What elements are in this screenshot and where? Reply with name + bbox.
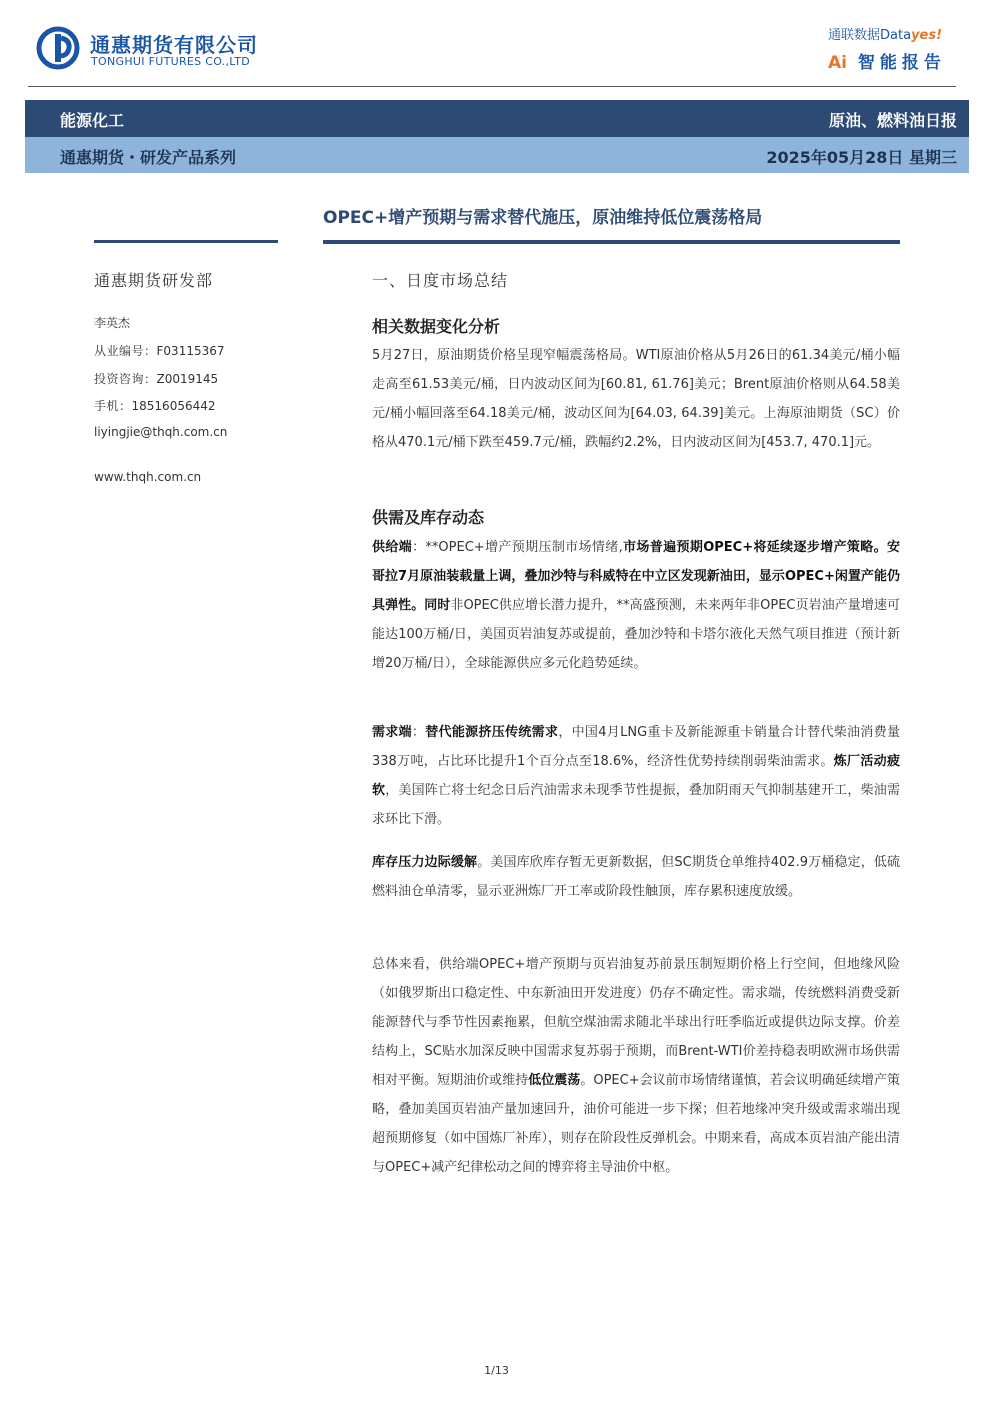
- supply-text-2: 非OPEC供应增长潜力提升，**高盛预测，未来两年非OPEC页岩油产量增速可能达100万桶/日，美国页岩油复苏或提前，叠加沙特和卡塔尔液化天然气项目推进（预计新增20万桶/日），全球能源供应多元化趋势延续。: [372, 598, 900, 671]
- datayes-logo: [828, 24, 942, 43]
- email-link[interactable]: liyingjie@thqh.com.cn: [94, 425, 228, 439]
- report-date: 2025年05月28日 星期三: [766, 148, 957, 167]
- header-band-dark: [25, 100, 969, 137]
- advisory-value: Z0019145: [156, 372, 219, 386]
- cert-number: [94, 342, 225, 359]
- cert-value: F03115367: [156, 344, 225, 358]
- demand-label: 需求端: [372, 725, 412, 740]
- paragraph-demand: [372, 718, 900, 834]
- phone-value: 18516056442: [131, 399, 216, 413]
- tonghui-logo-icon: [36, 26, 80, 70]
- outlook-text-2: 。OPEC+会议前市场情绪谨慎，若会议明确延续增产策略，叠加美国页岩油产量加速回升，油价可能进一步下探；但若地缘冲突升级或需求端出现超预期修复（如中国炼厂补库），则存在阶段性反弹机会。中期来看，高成本页岩油产能出清与OPEC+减产纪律松动之间的博弈将主导油价中枢。: [372, 1073, 900, 1175]
- supply-label: 供给端: [372, 540, 413, 555]
- analyst-name: 李英杰: [94, 316, 131, 330]
- page-number: 1/13: [484, 1364, 509, 1377]
- series-label: 通惠期货・研发产品系列: [60, 148, 237, 167]
- brand-name-cn: 通惠期货有限公司: [90, 33, 258, 57]
- supply-text-1: ：**OPEC+增产预期压制市场情绪,: [412, 540, 623, 555]
- ai-mark: Ai: [828, 53, 847, 73]
- title-divider: [323, 240, 900, 244]
- sidebar-divider: [94, 240, 278, 243]
- demand-emphasis-2: 炼厂活动疲软: [372, 754, 900, 798]
- advisory-number: [94, 370, 218, 387]
- ai-report-label: 智能报告: [857, 53, 946, 73]
- sector-label: 能源化工: [60, 111, 125, 130]
- outlook-text-1: 总体来看，供给端OPEC+增产预期与页岩油复苏前景压制短期价格上行空间，但地缘风险（如俄罗斯出口稳定性、中东新油田开发进度）仍存不确定性。需求端，传统燃料消费受新能源替代与季节性因素拖累，但航空煤油需求随北半球出行旺季临近或提供边际支撑。价差结构上，SC贴水加深反映中国需求复苏弱于预期，而Brent-WTI价差持稳表明欧洲市场供需相对平衡。短期油价或维持: [372, 957, 900, 1088]
- ai-report-logo: [828, 48, 946, 73]
- paragraph-price-summary: 5月27日，原油期货价格呈现窄幅震荡格局。WTI原油价格从5月26日的61.34美元/桶小幅走高至61.53美元/桶，日内波动区间为[60.81, 61.76]美元；Brent原油价格则从64.58美元/桶小幅回落至64.18美元/桶，波动区间为[64.03, 64.39]美元。上海原油期货（SC）价格从470.1元/桶下跌至459.7元/桶，跌幅约2.2%，日内波动区间为[453.7, 470.1]元。: [372, 348, 900, 450]
- inventory-text: 。美国库欣库存暂无更新数据，但SC期货仓单维持402.9万桶稳定，低硫燃料油仓单清零，显示亚洲炼厂开工率或阶段性触顶，库存累积速度放缓。: [372, 855, 900, 899]
- advisory-label: 投资咨询：: [94, 372, 157, 386]
- website-link[interactable]: www.thqh.com.cn: [94, 470, 202, 484]
- paragraph-inventory: [372, 848, 900, 906]
- header-divider: [28, 86, 956, 87]
- paragraph-supply: [372, 533, 900, 678]
- report-title: OPEC+增产预期与需求替代施压，原油维持低位震荡格局: [323, 208, 763, 228]
- subheading-data-analysis: 相关数据变化分析: [372, 317, 501, 336]
- demand-text-2: ，中国4月LNG重卡及新能源重卡销量合计替代柴油消费量338万吨，占比环比提升1个百分点至18.6%，经济性优势持续削弱柴油需求。: [372, 725, 900, 769]
- report-name: 原油、燃料油日报: [828, 111, 957, 130]
- subheading-supply-demand: 供需及库存动态: [372, 508, 485, 527]
- demand-text-1: ：: [411, 725, 426, 740]
- demand-text-3: ，美国阵亡将士纪念日后汽油需求未现季节性提振，叠加阴雨天气抑制基建开工，柴油需求环比下滑。: [372, 783, 900, 827]
- phone-label: 手机：: [94, 399, 132, 413]
- department-name: 通惠期货研发部: [94, 271, 214, 290]
- supply-emphasis: 市场普遍预期OPEC+将延续逐步增产策略。安哥拉7月原油装载量上调，叠加沙特与科威特在中立区发现新油田，显示OPEC+闲置产能仍具弹性。同时: [372, 540, 900, 613]
- paragraph-outlook: [372, 950, 900, 1182]
- cert-label: 从业编号：: [94, 344, 157, 358]
- datayes-data: Data: [880, 28, 912, 43]
- brand-name-en: TONGHUI FUTURES CO.,LTD: [91, 55, 251, 68]
- datayes-prefix: 通联数据: [828, 28, 881, 43]
- outlook-emphasis: 低位震荡: [528, 1073, 581, 1088]
- datayes-yes: yes!: [911, 28, 943, 43]
- demand-emphasis-1: 替代能源挤压传统需求: [425, 725, 559, 740]
- inventory-label: 库存压力边际缓解: [372, 855, 478, 870]
- phone-number: [94, 397, 216, 414]
- section-title: 一、日度市场总结: [372, 271, 509, 290]
